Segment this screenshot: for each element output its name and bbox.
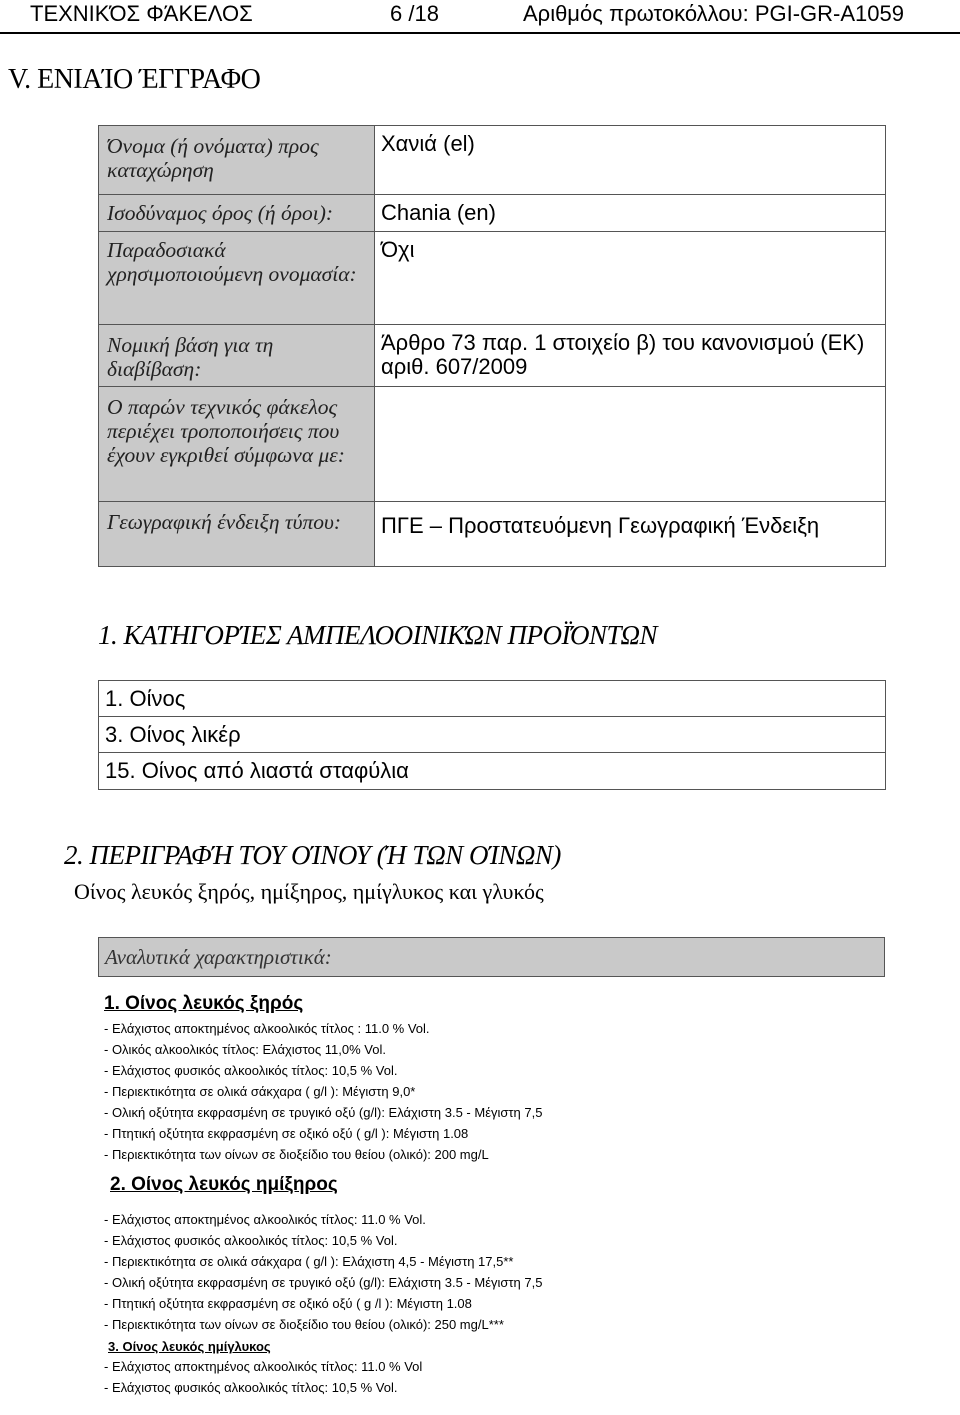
spec-line: - Πτητική οξύτητα εκφρασμένη σε οξικό οξύ ( g/l ): Μέγιστη 1.08 xyxy=(104,1126,469,1141)
row-value: Chania (en) xyxy=(375,195,886,232)
section-title-description: 2. ΠΕΡΙΓΡΑΦΉ ΤΟΥ ΟΊΝΟΥ (Ή ΤΩΝ ΟΊΝΩΝ) xyxy=(64,840,561,870)
list-item: 3. Οίνος λικέρ xyxy=(99,717,885,753)
table-row xyxy=(99,232,886,325)
list-item: 1. Οίνος xyxy=(99,681,885,717)
table-row xyxy=(99,325,886,387)
header-divider xyxy=(0,32,960,34)
spec-line: - Ελάχιστος αποκτημένος αλκοολικός τίτλος: 11.0 % Vol xyxy=(104,1359,423,1374)
list-item: 15. Οίνος από λιαστά σταφύλια xyxy=(105,758,409,783)
page-number: 6 /18 xyxy=(390,1,439,26)
row-value: ΠΓΕ – Προστατευόμενη Γεωγραφική Ένδειξη xyxy=(375,502,886,567)
spec-line: - Ελάχιστος φυσικός αλκοολικός τίτλος: 10,5 % Vol. xyxy=(104,1380,398,1395)
table-row xyxy=(99,195,886,232)
wine3-specs xyxy=(104,1356,422,1398)
row-label: Νομική βάση για τη διαβίβαση: xyxy=(99,325,375,387)
header-left: ΤΕΧΝΙΚΌΣ ΦΆΚΕΛΟΣ xyxy=(30,1,253,26)
table-row xyxy=(99,387,886,502)
spec-line: - Ολική οξύτητα εκφρασμένη σε τρυγικό οξύ (g/l): Ελάχιστη 3.5 - Μέγιστη 7,5 xyxy=(104,1275,543,1290)
row-value: Χανιά (el) xyxy=(375,126,886,195)
spec-line: - Ελάχιστος φυσικός αλκοολικός τίτλος: 10,5 % Vol. xyxy=(104,1233,398,1248)
spec-line: - Πτητική οξύτητα εκφρασμένη σε οξικό οξύ ( g /l ): Μέγιστη 1.08 xyxy=(104,1296,472,1311)
row-label: Όνομα (ή ονόματα) προς καταχώρηση xyxy=(99,126,375,195)
wine2-title: 2. Οίνος λευκός ημίξηρος xyxy=(110,1174,338,1195)
spec-line: - Ολική οξύτητα εκφρασμένη σε τρυγικό οξύ (g/l): Ελάχιστη 3.5 - Μέγιστη 7,5 xyxy=(104,1105,543,1120)
spec-line: - Περιεκτικότητα των οίνων σε διοξείδιο του θείου (ολικό): 200 mg/L xyxy=(104,1147,489,1162)
row-value: Άρθρο 73 παρ. 1 στοιχείο β) του κανονισμού (ΕΚ) αριθ. 607/2009 xyxy=(375,325,886,387)
table-row xyxy=(99,126,886,195)
spec-line: - Περιεκτικότητα σε ολικά σάκχαρα ( g/l ): Ελάχιστη 4,5 - Μέγιστη 17,5** xyxy=(104,1254,514,1269)
categories-list xyxy=(98,680,886,790)
wine3-title: 3. Οίνος λευκός ημίγλυκος xyxy=(108,1339,271,1354)
row-label: Παραδοσιακά χρησιμοποιούμενη ονομασία: xyxy=(99,232,375,325)
doc-title: V. ΕΝΙΑΊΟ ΈΓΓΡΑΦΟ xyxy=(8,64,261,95)
row-label: Ισοδύναμος όρος (ή όροι): xyxy=(99,195,375,232)
header-protocol: Αριθμός πρωτοκόλλου: PGI-GR-A1059 xyxy=(523,1,904,26)
spec-line: - Ελάχιστος αποκτημένος αλκοολικός τίτλος: 11.0 % Vol. xyxy=(104,1212,426,1227)
spec-line: - Ελάχιστος φυσικός αλκοολικός τίτλος: 10,5 % Vol. xyxy=(104,1063,398,1078)
info-table xyxy=(98,125,886,567)
row-value: Όχι xyxy=(375,232,886,325)
row-value xyxy=(375,387,886,502)
row-label: Ο παρών τεχνικός φάκελος περιέχει τροποποιήσεις που έχουν εγκριθεί σύμφωνα με: xyxy=(99,387,375,502)
spec-line: - Περιεκτικότητα των οίνων σε διοξείδιο του θείου (ολικό): 250 mg/L*** xyxy=(104,1317,504,1332)
wine1-specs xyxy=(104,1018,542,1165)
row-label: Γεωγραφική ένδειξη τύπου: xyxy=(99,502,375,567)
spec-line: - Περιεκτικότητα σε ολικά σάκχαρα ( g/l ): Μέγιστη 9,0* xyxy=(104,1084,416,1099)
table-row xyxy=(99,502,886,567)
wine1-title: 1. Οίνος λευκός ξηρός xyxy=(104,993,304,1014)
wine-subtitle: Οίνος λευκός ξηρός, ημίξηρος, ημίγλυκος και γλυκός xyxy=(74,879,544,904)
wine2-specs xyxy=(104,1209,542,1335)
spec-line: - Ολικός αλκοολικός τίτλος: Ελάχιστος 11,0% Vol. xyxy=(104,1042,386,1057)
analytic-characteristics-label: Αναλυτικά χαρακτηριστικά: xyxy=(98,937,885,977)
spec-line: - Ελάχιστος αποκτημένος αλκοολικός τίτλος : 11.0 % Vol. xyxy=(104,1021,430,1036)
section-title-categories: 1. ΚΑΤΗΓΟΡΊΕΣ ΑΜΠΕΛΟΟΙΝΙΚΏΝ ΠΡΟΪΌΝΤΩΝ xyxy=(98,620,658,650)
